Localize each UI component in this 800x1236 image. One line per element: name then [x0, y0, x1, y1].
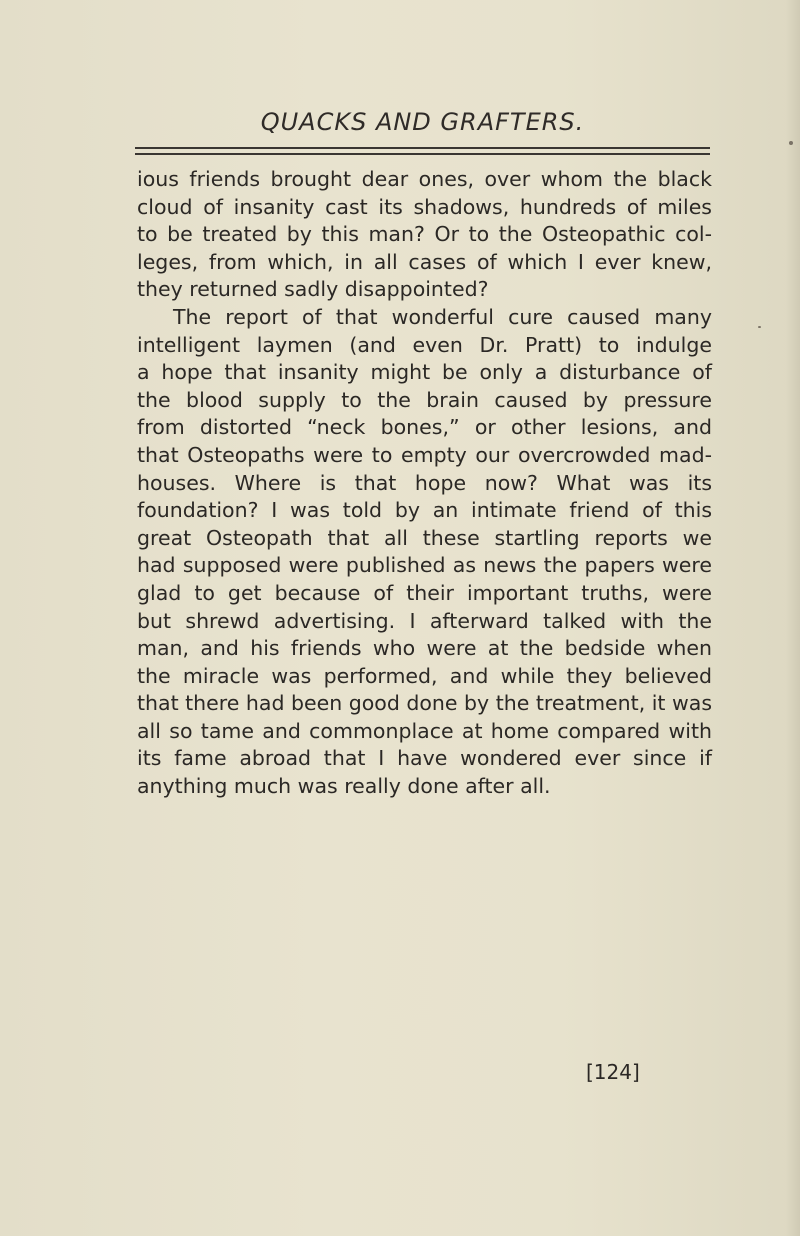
page-edge-shadow — [786, 0, 800, 1236]
header-rule-bottom — [135, 153, 710, 155]
text-line: man, and his friends who were at the bedside when — [137, 636, 712, 661]
text-line: to be treated by this man? Or to the Osteopathic col- — [137, 222, 712, 247]
text-line: intelligent laymen (and even Dr. Pratt) to indulge — [137, 332, 712, 357]
text-line: but shrewd advertising. I afterward talked with the — [137, 608, 712, 633]
running-title: QUACKS AND GRAFTERS. — [260, 108, 585, 136]
text-line: The report of that wonderful cure caused many — [173, 304, 712, 329]
text-line: had supposed were published as news the papers were — [137, 553, 712, 578]
text-line: foundation? I was told by an intimate friend of this — [137, 498, 712, 523]
text-line: ious friends brought dear ones, over whom the black — [137, 167, 712, 191]
text-line: that Osteopaths were to empty our overcrowded mad- — [137, 442, 712, 467]
text-line: all so tame and commonplace at home compared with — [137, 718, 712, 743]
text-line: a hope that insanity might be only a disturbance of — [137, 360, 712, 385]
text-line: great Osteopath that all these startling reports we — [137, 525, 712, 550]
page-number: [124] — [586, 1060, 640, 1084]
text-line: that there had been good done by the treatment, it was — [137, 691, 712, 716]
text-line: leges, from which, in all cases of which I ever knew, — [137, 249, 712, 274]
paper-speck — [789, 141, 793, 145]
header-rule-top — [135, 147, 710, 149]
text-line: from distorted “neck bones,” or other lesions, and — [137, 415, 712, 440]
text-line: the miracle was performed, and while they believed — [137, 663, 712, 688]
text-line: they returned sadly disappointed? — [137, 277, 489, 302]
text-line: cloud of insanity cast its shadows, hundreds of miles — [137, 194, 712, 219]
text-line: houses. Where is that hope now? What was its — [137, 470, 712, 495]
text-line: glad to get because of their important truths, were — [137, 580, 712, 605]
paper-speck — [758, 326, 761, 328]
text-line: anything much was really done after all. — [137, 774, 551, 799]
text-line: the blood supply to the brain caused by pressure — [137, 387, 712, 412]
text-line: its fame abroad that I have wondered ever since if — [137, 746, 712, 771]
body-text — [137, 166, 712, 801]
